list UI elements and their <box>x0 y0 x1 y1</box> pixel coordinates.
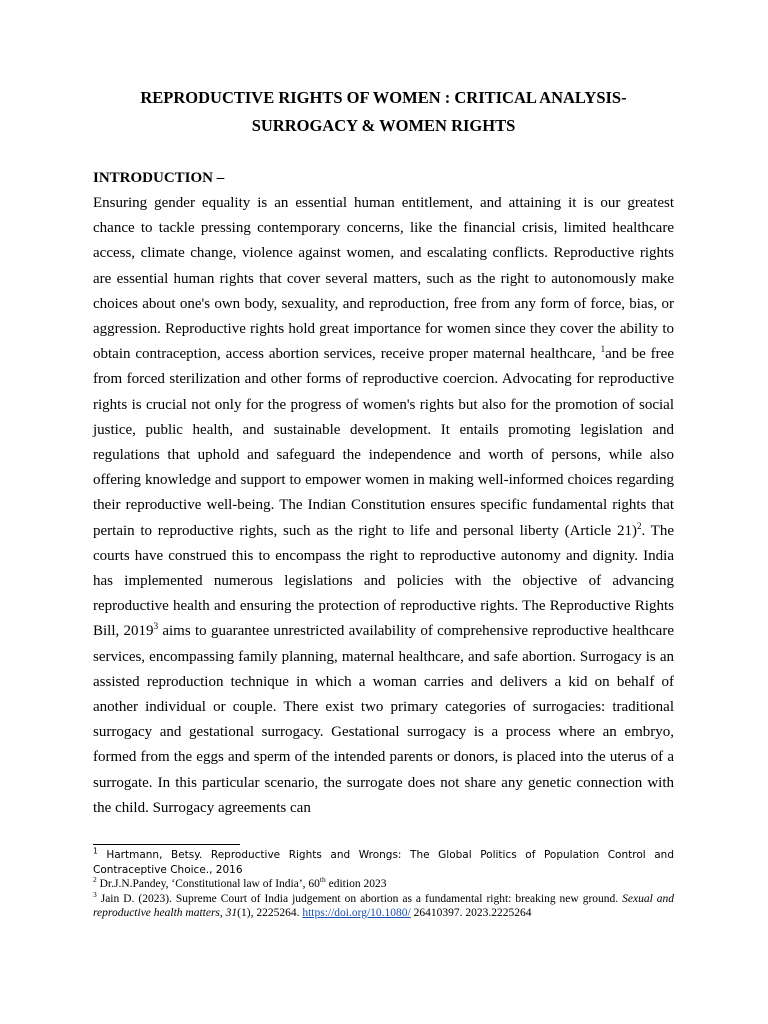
footnote-2 <box>93 877 674 892</box>
footnotes <box>93 848 674 921</box>
footnote-separator <box>93 844 240 845</box>
paragraph-text-3: . The courts have construed this to encompass the right to reproductive autonomy and dignity. India has implemented numerous legislations and policies with the objective of advancing reproductive health and ensuring the protection of reproductive rights. The Reproductive Rights Bill, 2019 <box>93 522 674 640</box>
document-page <box>93 84 674 821</box>
paragraph-text-1: Ensuring gender equality is an essential human entitlement, and attaining it is our greatest chance to tackle pressing contemporary concerns, like the financial crisis, limited healthcare access, climate change, violence against women, and escalating conflicts. Reproductive rights are essential human rights that cover several matters, such as the right to autonomously make choices about one's own body, sexuality, and reproduction, free from any form of force, bias, or aggression. Reproductive rights hold great importance for women since they cover the ability to obtain contraception, access abortion services, receive proper maternal healthcare, <box>93 195 674 363</box>
footnote-2-text-b: edition 2023 <box>325 878 387 890</box>
footnote-3-text-b: (1), 2225264. <box>237 907 303 919</box>
title-line-1: REPRODUCTIVE RIGHTS OF WOMEN : CRITICAL ANALYSIS- <box>140 88 627 107</box>
footnote-3-doi-link[interactable]: https://doi.org/10.1080/ <box>302 907 411 919</box>
introduction-paragraph <box>93 191 674 821</box>
paragraph-text-4: aims to guarantee unrestricted availability of comprehensive reproductive healthcare services, encompassing family planning, maternal healthcare, and safe abortion. Surrogacy is an assisted reproduction technique in which a woman carries and delivers a kid on behalf of another individual or couple. There exist two primary categories of surrogacies: traditional surrogacy and gestational surrogacy. Gestational surrogacy is a process where an embryo, formed from the eggs and sperm of the intended parents or donors, is placed into the uterus of a surrogate. In this particular scenario, the surrogate does not share any genetic connection with the child. Surrogacy agreements can <box>93 623 674 816</box>
footnote-1 <box>93 848 674 877</box>
document-title <box>93 84 674 140</box>
footnote-2-marker: 2 <box>93 875 97 885</box>
footnote-2-ordinal: th <box>319 875 326 885</box>
footnote-3-sep: , <box>219 907 226 919</box>
footnote-1-marker: 1 <box>93 846 98 856</box>
section-heading-introduction: INTRODUCTION – <box>93 170 225 186</box>
footnote-2-text-a: Dr.J.N.Pandey, ‘Constitutional law of India’, 60 <box>96 878 320 890</box>
footnote-1-text: Hartmann, Betsy. Reproductive Rights and Wrongs: The Global Politics of Population Control and Contraceptive Choice., 2016 <box>93 849 674 876</box>
paragraph-text-2: and be free from forced sterilization and other forms of reproductive coercion. Advocating for reproductive rights is crucial not only for the progress of women's rights but also for the promotion of social justice, public health, and sustainable development. It entails promoting legislation and regulations that uphold and safeguard the independence and worth of persons, while also offering knowledge and support to empower women in making well-informed choices regarding their reproductive well-being. The Indian Constitution ensures specific fundamental rights that pertain to reproductive rights, such as the right to life and personal liberty (Article 21) <box>93 346 674 539</box>
title-line-2: SURROGACY & WOMEN RIGHTS <box>251 116 516 135</box>
footnote-3-journal: Sexual and reproductive health matters <box>93 892 675 919</box>
footnote-ref-1[interactable]: 1 <box>600 344 606 355</box>
footnote-3-volume: 31 <box>225 907 238 919</box>
footnote-3-text-c: 26410397. 2023.2225264 <box>410 907 532 919</box>
footnote-ref-2[interactable]: 2 <box>636 520 642 531</box>
footnote-ref-3[interactable]: 3 <box>153 621 159 632</box>
footnote-3 <box>93 889 675 921</box>
footnote-3-text-a: Jain D. (2023). Supreme Court of India judgement on abortion as a fundamental right: breaking new ground. <box>96 892 623 905</box>
footnote-3-marker: 3 <box>93 889 97 899</box>
